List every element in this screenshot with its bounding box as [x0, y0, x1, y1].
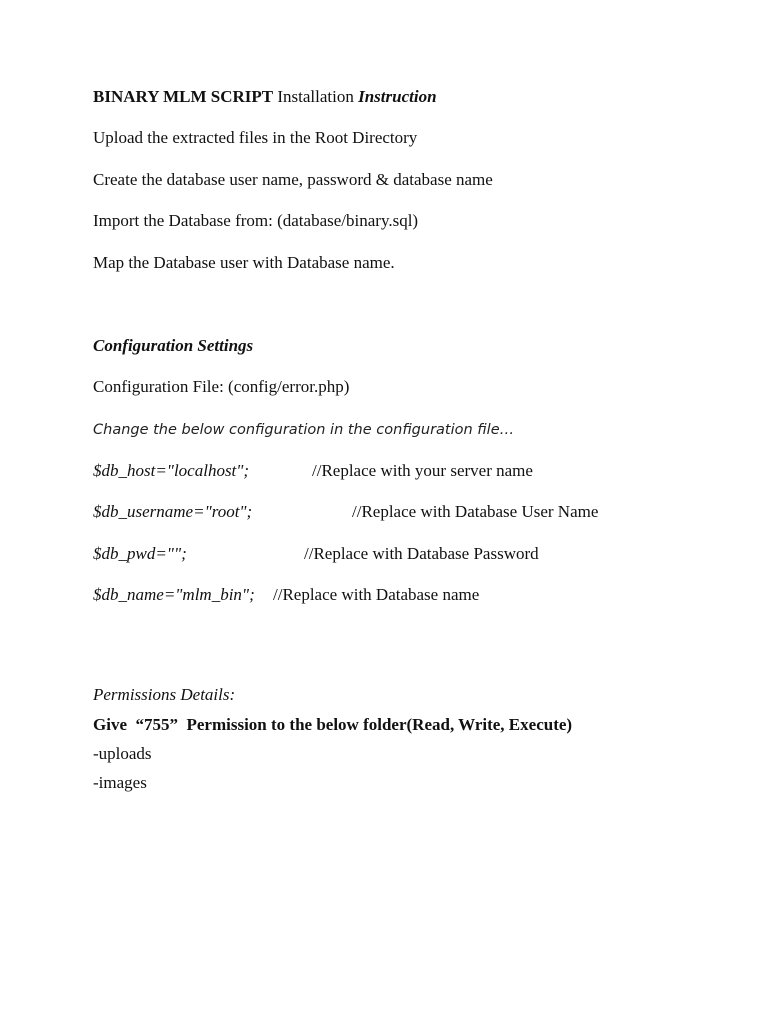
- title-italic-part: Instruction: [358, 87, 437, 106]
- setting-comment: //Replace with your server name: [312, 461, 533, 480]
- setting-comment: //Replace with Database Password: [304, 544, 539, 563]
- folder-uploads: -uploads: [93, 744, 152, 763]
- folder-images: -images: [93, 773, 147, 792]
- step-map-user: Map the Database user with Database name.: [93, 253, 395, 272]
- setting-comment: //Replace with Database name: [273, 585, 480, 604]
- setting-code: $db_pwd="";: [93, 544, 187, 563]
- document-title: [93, 87, 437, 107]
- step-create-db: Create the database user name, password & database name: [93, 170, 493, 189]
- step-import-db: Import the Database from: (database/binary.sql): [93, 211, 419, 230]
- setting-code: $db_host="localhost";: [93, 461, 250, 480]
- setting-code: $db_name="mlm_bin";: [93, 585, 255, 604]
- config-setting-db-username: [93, 502, 693, 522]
- permissions-instruction: Give “755” Permission to the below folder(Read, Write, Execute): [93, 715, 573, 734]
- title-bold-part: BINARY MLM SCRIPT: [93, 87, 274, 106]
- setting-comment: //Replace with Database User Name: [352, 502, 599, 521]
- config-setting-db-name: [93, 585, 693, 605]
- config-setting-db-host: [93, 461, 693, 481]
- config-setting-db-pwd: [93, 544, 693, 564]
- step-upload: Upload the extracted files in the Root Directory: [93, 128, 418, 147]
- setting-code: $db_username="root";: [93, 502, 253, 521]
- config-file-line: Configuration File: (config/error.php): [93, 377, 350, 396]
- title-normal-part: Installation: [277, 87, 354, 106]
- config-change-note: Change the below configuration in the configuration file…: [93, 422, 515, 438]
- config-heading: Configuration Settings: [93, 336, 254, 355]
- permissions-heading: Permissions Details:: [93, 685, 236, 704]
